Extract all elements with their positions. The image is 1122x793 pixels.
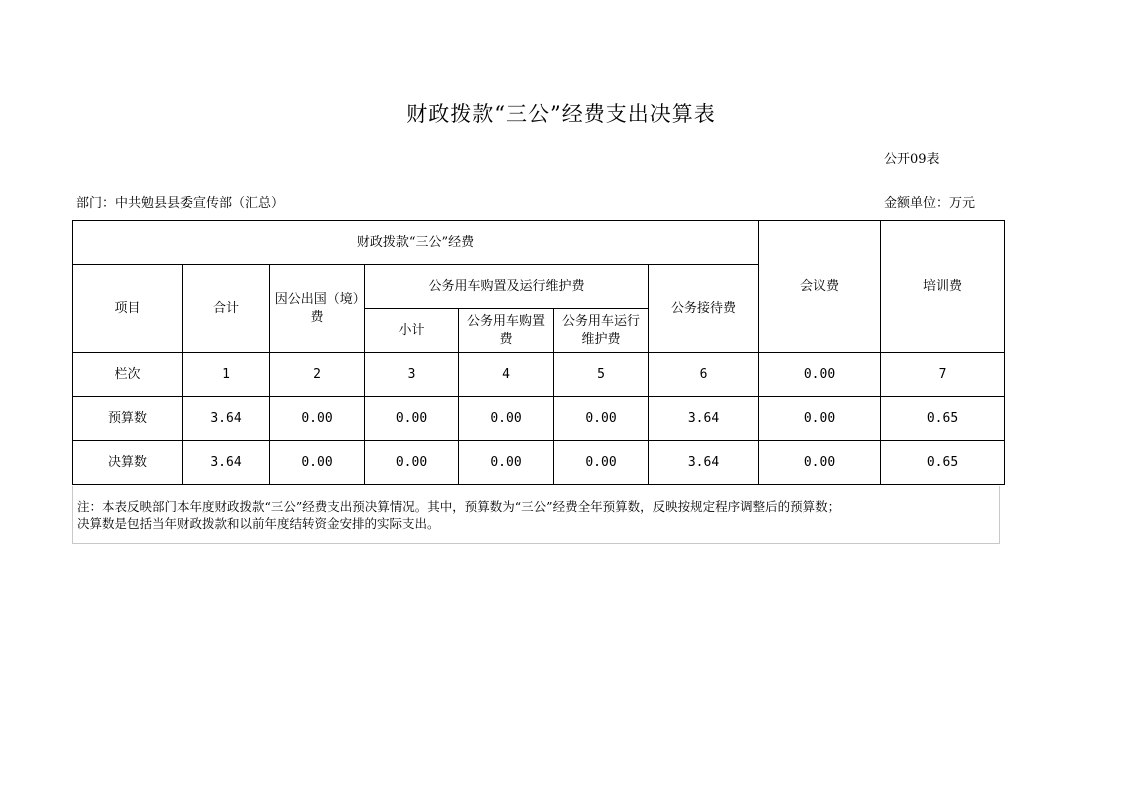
form-code: 公开09表 (884, 152, 940, 167)
cell: 0.00 (459, 441, 554, 485)
cell: 0.00 (554, 397, 649, 441)
cell: 0.00 (270, 441, 365, 485)
cell: 5 (554, 353, 649, 397)
header-training: 培训费 (881, 221, 1005, 353)
cell: 1 (183, 353, 270, 397)
header-vehicle-operation: 公务用车运行维护费 (554, 309, 649, 353)
unit-label: 金额单位：万元 (884, 196, 976, 211)
page-title: 财政拨款“三公”经费支出决算表 (406, 102, 716, 126)
cell: 6 (649, 353, 759, 397)
header-total: 合计 (183, 265, 270, 353)
cell: 2 (270, 353, 365, 397)
header-reception: 公务接待费 (649, 265, 759, 353)
cell: 0.00 (759, 353, 881, 397)
table-row (73, 397, 1005, 441)
cell: 3.64 (183, 397, 270, 441)
header-vehicle-group: 公务用车购置及运行维护费 (365, 265, 649, 309)
note-line-2: 决算数是包括当年财政拨款和以前年度结转资金安排的实际支出。 (77, 516, 440, 531)
row-label: 预算数 (73, 397, 183, 441)
cell: 0.65 (881, 397, 1005, 441)
cell: 0.00 (554, 441, 649, 485)
cell: 3 (365, 353, 459, 397)
table-row (73, 441, 1005, 485)
department-label: 部门：中共勉县县委宣传部（汇总） (76, 196, 285, 211)
table-note (72, 486, 1000, 544)
header-item: 项目 (73, 265, 183, 353)
header-subtotal: 小计 (365, 309, 459, 353)
cell: 3.64 (183, 441, 270, 485)
header-group: 财政拨款“三公”经费 (73, 221, 759, 265)
row-label: 决算数 (73, 441, 183, 485)
cell: 0.00 (365, 397, 459, 441)
cell: 0.65 (881, 441, 1005, 485)
cell: 0.00 (759, 441, 881, 485)
cell: 3.64 (649, 441, 759, 485)
note-line-1: 注：本表反映部门本年度财政拨款“三公”经费支出预决算情况。其中，预算数为“三公”经费全年预算数，反映按规定程序调整后的预算数； (77, 499, 841, 514)
cell: 4 (459, 353, 554, 397)
header-vehicle-purchase: 公务用车购置费 (459, 309, 554, 353)
header-meeting: 会议费 (759, 221, 881, 353)
cell: 0.00 (759, 397, 881, 441)
cell: 0.00 (270, 397, 365, 441)
table-row (73, 353, 1005, 397)
header-abroad: 因公出国（境）费 (270, 265, 365, 353)
cell: 0.00 (365, 441, 459, 485)
row-label: 栏次 (73, 353, 183, 397)
cell: 0.00 (459, 397, 554, 441)
cell: 3.64 (649, 397, 759, 441)
expense-table (72, 220, 1005, 485)
cell: 7 (881, 353, 1005, 397)
